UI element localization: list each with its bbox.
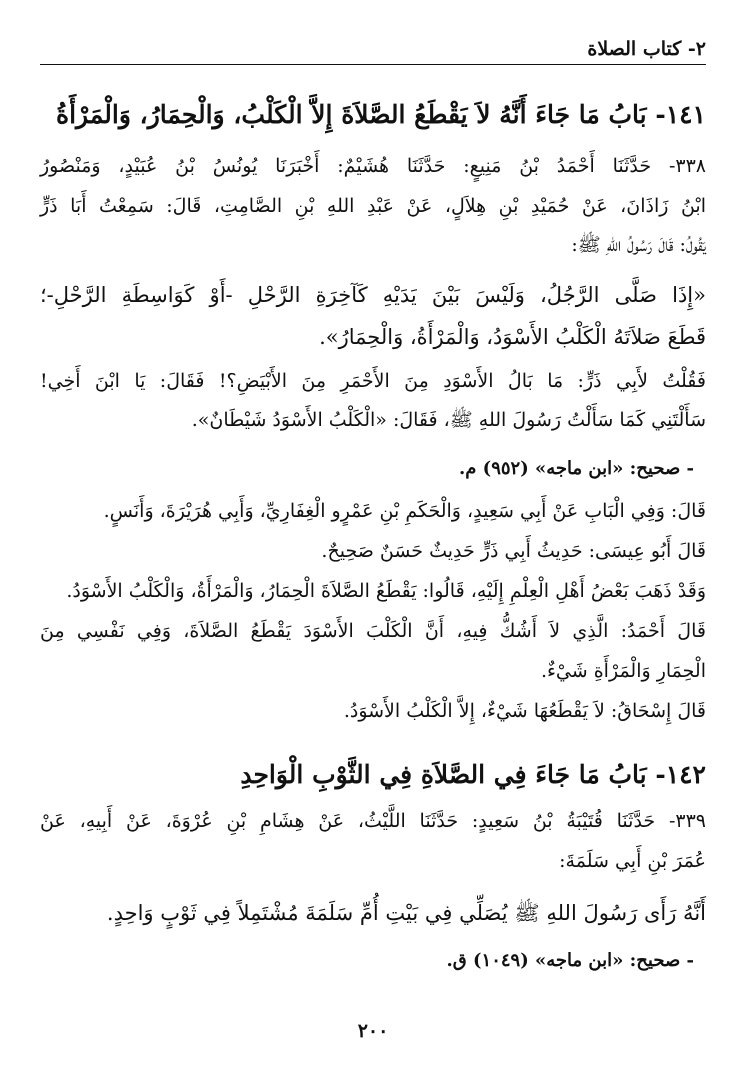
hadith-338-followup-line-2: سَأَلْتَنِي كَمَا سَأَلْتُ رَسُولَ اللهِ ﷺ، فَقَالَ: «الْكَلْبُ الأَسْوَدُ شَيْطَانٌ». [191, 409, 706, 431]
comment-line-6: قَالَ إِسْحَاقُ: لاَ يَقْطَعُهَا شَيْءٌ، إِلاَّ الْكَلْبُ الأَسْوَدُ. [343, 700, 706, 722]
hadith-338-followup-line-1: فَقُلْتُ لأَبِي ذَرٍّ: مَا بَالُ الأَسْوَدِ مِنَ الأَحْمَرِ مِنَ الأَبْيَضِ؟! فَقَالَ: يَا ابْنَ أَخِي! [40, 370, 706, 392]
hadith-339-isnad-line-2: عُمَرَ بْنِ أَبِي سَلَمَةَ: [559, 850, 706, 872]
running-head: ٢- كتاب الصلاة [587, 38, 706, 60]
hadith-338-grade: - صحيح: «ابن ماجه» (٩٥٢) م. [459, 458, 694, 479]
hadith-338-matn-line-2: قَطَعَ صَلاَتَهُ الْكَلْبُ الأَسْوَدُ، وَالْمَرْأَةُ، وَالْحِمَارُ». [319, 325, 706, 349]
hadith-338-isnad-line-1: ٣٣٨- حَدَّثَنَا أَحْمَدُ بْنُ مَنِيعٍ: حَدَّثَنَا هُشَيْمٌ: أَخْبَرَنَا يُونُسُ بْنُ عُبَيْدٍ، وَمَنْصُورُ [40, 155, 706, 177]
page-number: ٢٠٠ [357, 1020, 389, 1042]
comment-line-1: قَالَ: وَفِي الْبَابِ عَنْ أَبِي سَعِيدٍ، وَالْحَكَمِ بْنِ عَمْرٍو الْغِفَارِيِّ، وَأَبِي هُرَيْرَةَ، وَأَنَسٍ. [103, 500, 706, 522]
hadith-338-isnad-line-3: يَقُولُ: قَالَ رَسُولُ اللهِ ﷺ: [571, 234, 706, 256]
chapter-142-title: ١٤٢- بَابُ مَا جَاءَ فِي الصَّلاَةِ فِي الثَّوْبِ الْوَاحِدِ [240, 760, 706, 789]
comment-line-3: وَقَدْ ذَهَبَ بَعْضُ أَهْلِ الْعِلْمِ إِلَيْهِ، قَالُوا: يَقْطَعُ الصَّلاَةَ الْحِمَارُ، وَالْمَرْأَةُ، وَالْكَلْبُ الأَسْوَدُ. [66, 580, 706, 602]
comment-line-5: الْحِمَارِ وَالْمَرْأَةِ شَيْءٌ. [540, 660, 706, 682]
chapter-141-title: ١٤١- بَابُ مَا جَاءَ أَنَّهُ لاَ يَقْطَعُ الصَّلاَةَ إِلاَّ الْكَلْبُ، وَالْحِمَارُ، وَالْمَرْأَةُ [56, 100, 706, 129]
hadith-338-matn-line-1: «إِذَا صَلَّى الرَّجُلُ، وَلَيْسَ بَيْنَ يَدَيْهِ كَآخِرَةِ الرَّحْلِ -أَوْ كَوَاسِطَةِ الرَّحْلِ-؛ [40, 283, 706, 307]
book-page [40, 30, 706, 1060]
hadith-339-grade: - صحيح: «ابن ماجه» (١٠٤٩) ق. [446, 950, 694, 971]
header-rule [40, 64, 706, 65]
hadith-339-isnad-line-1: ٣٣٩- حَدَّثَنَا قُتَيْبَةُ بْنُ سَعِيدٍ: حَدَّثَنَا اللَّيْثُ، عَنْ هِشَامِ بْنِ عُرْوَةَ، عَنْ أَبِيهِ، عَنْ [40, 810, 706, 832]
comment-line-4: قَالَ أَحْمَدُ: الَّذِي لاَ أَشُكُّ فِيهِ، أَنَّ الْكَلْبَ الأَسْوَدَ يَقْطَعُ الصَّلاَةَ، وَفِي نَفْسِي مِنَ [40, 620, 706, 642]
hadith-339-matn: أَنَّهُ رَأَى رَسُولَ اللهِ ﷺ يُصَلِّي فِي بَيْتِ أُمِّ سَلَمَةَ مُشْتَمِلاً فِي ثَوْبٍ وَاحِدٍ. [106, 901, 706, 925]
comment-line-2: قَالَ أَبُو عِيسَى: حَدِيثُ أَبِي ذَرٍّ حَدِيثٌ حَسَنٌ صَحِيحٌ. [321, 540, 706, 562]
hadith-338-isnad-line-2: ابْنُ زَاذَانَ، عَنْ حُمَيْدِ بْنِ هِلاَلٍ، عَنْ عَبْدِ اللهِ بْنِ الصَّامِتِ، قَالَ: سَمِعْتُ أَبَا ذَرٍّ [40, 195, 706, 217]
